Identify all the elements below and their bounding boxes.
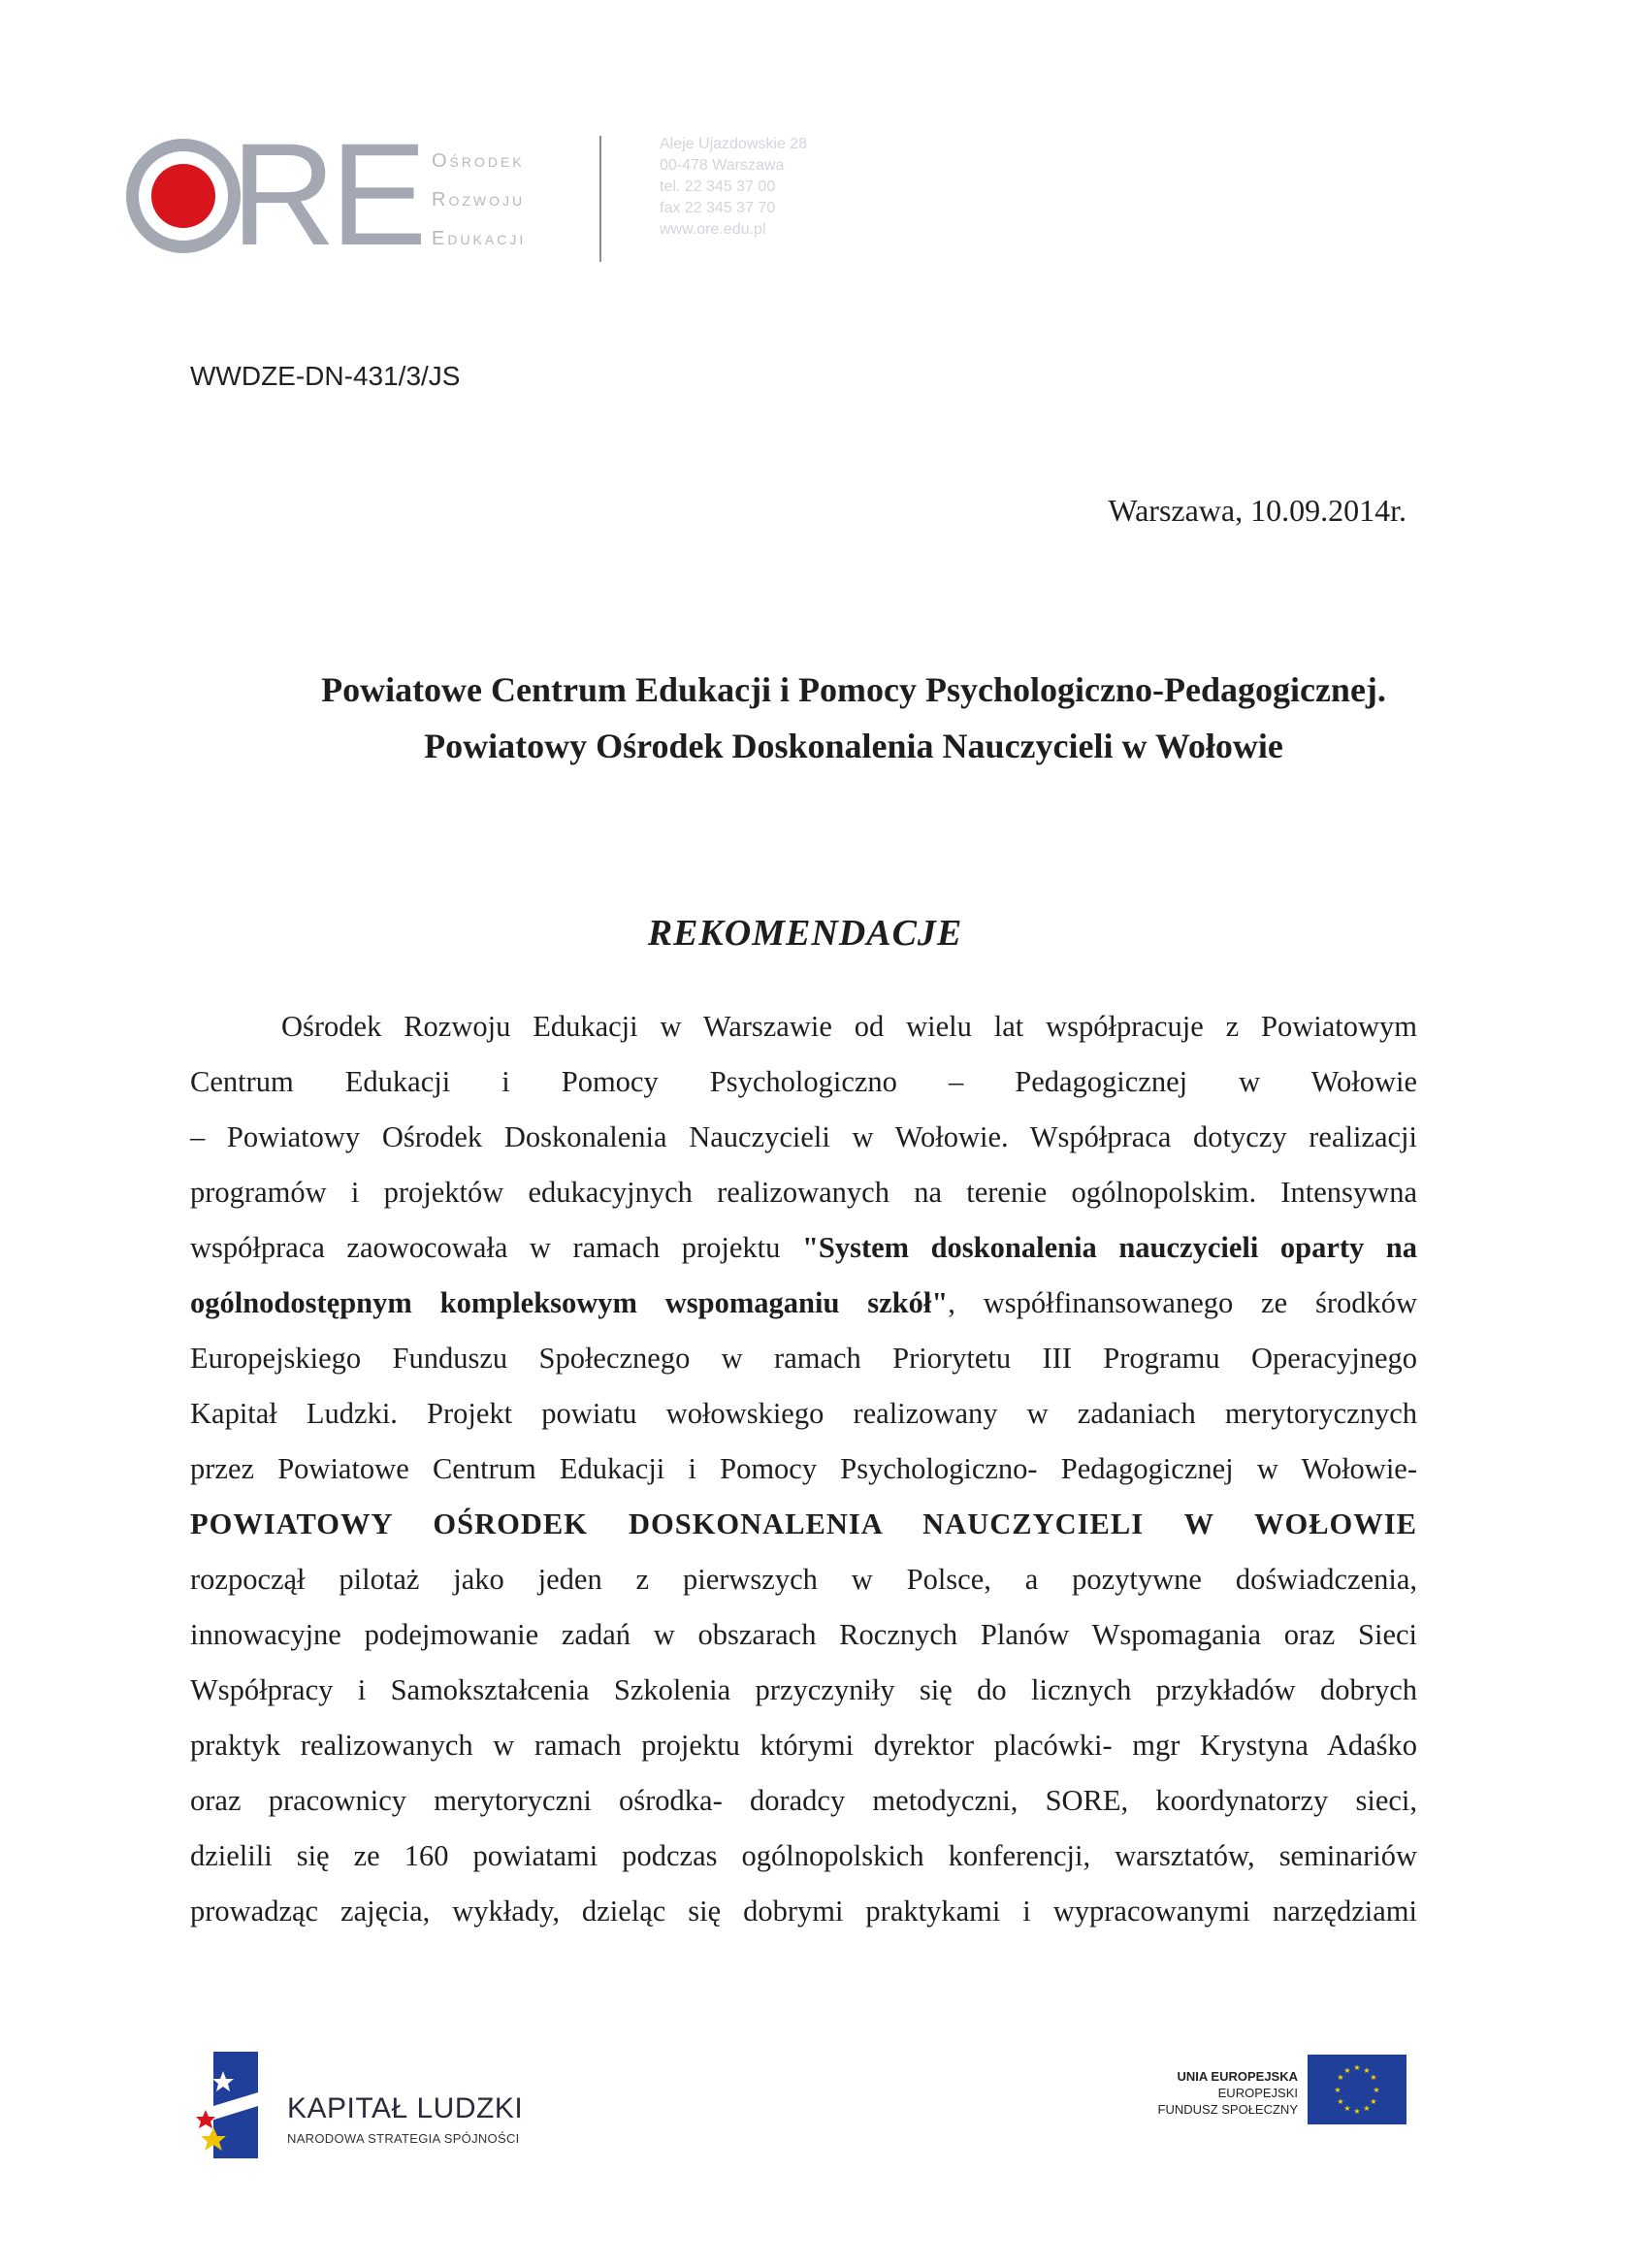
recipient-line: Powiatowy Ośrodek Doskonalenia Nauczycieli w Wołowie <box>424 727 1283 765</box>
body-line: Europejskiego Funduszu Społecznego w ramach Priorytetu III Programu Operacyjnego <box>190 1342 1417 1375</box>
org-name-line: Ośrodek <box>432 150 525 172</box>
address-line: Aleje Ujazdowskie 28 <box>660 136 808 152</box>
ore-logo <box>126 113 422 275</box>
svg-text:★: ★ <box>1343 2066 1351 2075</box>
body-line: praktyk realizowanych w ramach projektu którymi dyrektor placówki- mgr Krystyna Adaśko <box>190 1729 1417 1762</box>
address-line: 00-478 Warszawa <box>660 157 785 174</box>
body-text: współpraca zaowocowała w ramach projektu <box>190 1231 802 1264</box>
kapital-ludzki-subtitle: NARODOWA STRATEGIA SPÓJNOŚCI <box>287 2131 520 2146</box>
eu-line: FUNDUSZ SPOŁECZNY <box>1157 2102 1298 2117</box>
svg-text:★: ★ <box>1353 2107 1361 2116</box>
org-name-line: Edukacji <box>432 228 527 249</box>
svg-text:★: ★ <box>1343 2104 1351 2113</box>
logo-letters: RE <box>231 113 422 275</box>
address-line: tel. 22 345 37 00 <box>660 178 776 195</box>
project-title-bold: "System doskonalenia nauczycieli oparty na <box>801 1231 1418 1264</box>
header-divider <box>599 136 601 262</box>
body-line-caps: POWIATOWY OŚRODEK DOSKONALENIA NAUCZYCIELI W WOŁOWIE <box>190 1507 1417 1540</box>
body-line: programów i projektów edukacyjnych realizowanych na terenie ogólnopolskim. Intensywna <box>190 1176 1417 1209</box>
org-address <box>660 134 807 241</box>
kapital-ludzki-title: KAPITAŁ LUDZKI <box>287 2092 524 2124</box>
body-text: , współfinansowanego ze środków <box>948 1286 1418 1319</box>
org-name <box>432 142 526 258</box>
eu-logo <box>1116 2055 1406 2132</box>
svg-text:★: ★ <box>1337 2097 1344 2106</box>
eu-line: UNIA EUROPEJSKA <box>1177 2069 1298 2084</box>
address-line: www.ore.edu.pl <box>660 221 766 238</box>
svg-text:★: ★ <box>1353 2063 1361 2072</box>
body-line: Kapitał Ludzki. Projekt powiatu wołowskiego realizowany w zadaniach merytorycznych <box>190 1397 1417 1430</box>
svg-text:★: ★ <box>1363 2104 1371 2113</box>
body-line <box>190 1230 1417 1265</box>
eu-text <box>1158 2068 1298 2118</box>
svg-text:★: ★ <box>1334 2086 1342 2094</box>
reference-number: WWDZE-DN-431/3/JS <box>190 361 461 391</box>
body-line: Współpracy i Samokształcenia Szkolenia przyczyniły się do licznych przykładów dobrych <box>190 1673 1417 1706</box>
project-title-bold: ogólnodostępnym kompleksowym wspomaganiu szkół" <box>190 1286 949 1319</box>
body-line: rozpoczął pilotaż jako jeden z pierwszych w Polsce, a pozytywne doświadczenia, <box>190 1563 1417 1596</box>
svg-text:★: ★ <box>1370 2097 1377 2106</box>
body-line: – Powiatowy Ośrodek Doskonalenia Nauczycieli w Wołowie. Współpraca dotyczy realizacji <box>190 1120 1417 1153</box>
address-line: fax 22 345 37 70 <box>660 200 776 216</box>
org-name-line: Rozwoju <box>432 189 526 211</box>
svg-text:★: ★ <box>1370 2073 1377 2082</box>
body-line: Centrum Edukacji i Pomocy Psychologiczno – Pedagogicznej w Wołowie <box>190 1065 1417 1098</box>
body-line: przez Powiatowe Centrum Edukacji i Pomocy Psychologiczno- Pedagogicznej w Wołowie- <box>190 1452 1417 1485</box>
body-line: innowacyjne podejmowanie zadań w obszarach Rocznych Planów Wspomagania oraz Sieci <box>190 1618 1417 1651</box>
eu-flag-icon <box>1308 2055 1406 2124</box>
svg-text:★: ★ <box>1337 2073 1344 2082</box>
logo-red-dot-icon <box>151 164 215 228</box>
body-line <box>190 1285 1417 1320</box>
eu-line: EUROPEJSKI <box>1217 2086 1298 2100</box>
kapital-ludzki-logo <box>194 2052 601 2168</box>
kapital-ludzki-flag-icon <box>194 2052 258 2158</box>
letter-date: Warszawa, 10.09.2014r. <box>1108 493 1406 528</box>
recipient-line: Powiatowe Centrum Edukacji i Pomocy Psychologiczno-Pedagogicznej. <box>321 670 1386 709</box>
body-line: oraz pracownicy merytoryczni ośrodka- doradcy metodyczni, SORE, koordynatorzy sieci, <box>190 1784 1417 1817</box>
body-line: Ośrodek Rozwoju Edukacji w Warszawie od wielu lat współpracuje z Powiatowym <box>281 1010 1417 1043</box>
body-line: dzielili się ze 160 powiatami podczas ogólnopolskich konferencji, warsztatów, seminariów <box>190 1839 1417 1872</box>
svg-text:★: ★ <box>1373 2086 1380 2094</box>
svg-text:★: ★ <box>1363 2066 1371 2075</box>
body-line: prowadząc zajęcia, wykłady, dzieląc się dobrymi praktykami i wypracowanymi narzędziami <box>190 1895 1417 1928</box>
document-heading: REKOMENDACJE <box>647 913 963 954</box>
